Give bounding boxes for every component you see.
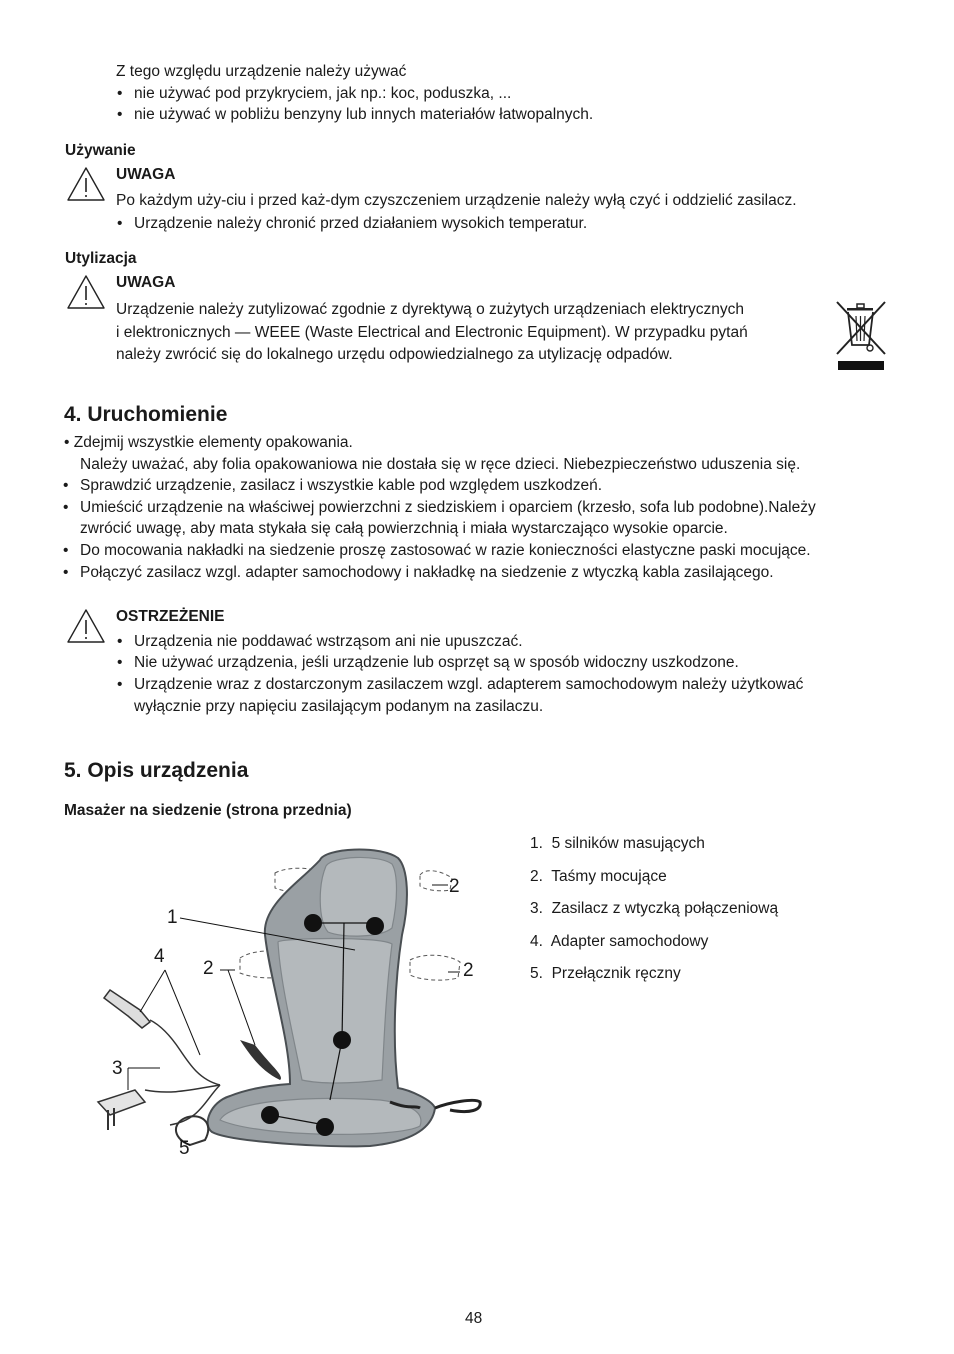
utylizacja-line-2: i elektronicznych — WEEE (Waste Electrical and Electronic Equipment). W przypadku pytań xyxy=(116,324,748,341)
section-4-line-1: • Zdejmij wszystkie elementy opakowania. xyxy=(64,434,353,451)
uwaga-label: UWAGA xyxy=(116,274,176,291)
uzywanie-bullet: • Urządzenie należy chronić przed działaniem wysokich temperatur. xyxy=(134,214,587,234)
callout-4: 4 xyxy=(154,946,165,967)
section-4-bullet-5: • Połączyć zasilacz wzgl. adapter samochodowy i nakładkę na siedzenie z wtyczką kabla zasilającego. xyxy=(80,563,774,583)
list-item: 1. 5 silników masujących xyxy=(530,835,705,852)
section-4-line-1b: Należy uważać, aby folia opakowaniowa nie dostała się w ręce dzieci. Niebezpieczeństwo uduszenia się. xyxy=(80,456,801,473)
page-number: 48 xyxy=(465,1310,483,1327)
crossed-out-wheelie-bin-icon xyxy=(832,298,890,372)
callout-3: 3 xyxy=(112,1058,123,1079)
section-4-bullet-3: • Umieścić urządzenie na właściwej powierzchni z siedziskiem i oparciem (krzesło, sofa lub podobne).Należy xyxy=(80,498,816,518)
section-heading-utylizacja: Utylizacja xyxy=(65,250,137,267)
warning-bullet-1: • Urządzenia nie poddawać wstrząsom ani nie upuszczać. xyxy=(134,632,523,652)
section-4-bullet-3b: zwrócić uwagę, aby mata stykała się całą powierzchnią i miała wystarczająco wysokie oparcie. xyxy=(80,520,728,537)
warning-triangle-icon xyxy=(66,166,106,202)
warning-bullet-3: • Urządzenie wraz z dostarczonym zasilaczem wzgl. adapterem samochodowym należy użytkować xyxy=(134,675,803,695)
uzywanie-text: Po każdym uży-ciu i przed każ-dym czyszczeniem urządzenie należy wyłą czyć i oddzielić zasilacz. xyxy=(116,192,797,209)
warning-label: OSTRZEŻENIE xyxy=(116,608,225,625)
warning-bullet-3b: wyłącznie przy napięciu zasilającym podanym na zasilaczu. xyxy=(134,698,544,715)
callout-1: 1 xyxy=(167,907,178,928)
list-item: 4. Adapter samochodowy xyxy=(530,933,709,950)
section-4-title: 4. Uruchomienie xyxy=(64,403,228,426)
callout-2-left: 2 xyxy=(203,958,214,979)
section-4-bullet-2: • Sprawdzić urządzenie, zasilacz i wszystkie kable pod względem uszkodzeń. xyxy=(80,476,602,496)
section-heading-uzywanie: Używanie xyxy=(65,142,136,159)
callout-5: 5 xyxy=(179,1138,190,1159)
utylizacja-line-1: Urządzenie należy zutylizować zgodnie z dyrektywą o zużytych urządzeniach elektrycznych xyxy=(116,301,745,318)
intro-bullet-2: • nie używać w pobliżu benzyny lub innych materiałów łatwopalnych. xyxy=(134,105,593,125)
callout-2-top: 2 xyxy=(449,876,460,897)
section-5-subtitle: Masażer na siedzenie (strona przednia) xyxy=(64,802,352,819)
warning-triangle-icon xyxy=(66,608,106,644)
warning-triangle-icon xyxy=(66,274,106,310)
section-4-bullet-4: • Do mocowania nakładki na siedzenie proszę zastosować w razie konieczności elastyczne paski mocujące. xyxy=(80,541,811,561)
utylizacja-line-3: należy zwrócić się do lokalnego urzędu odpowiedzialnego za utylizację odpadów. xyxy=(116,346,673,363)
section-5-title: 5. Opis urządzenia xyxy=(64,759,249,782)
list-item: 5. Przełącznik ręczny xyxy=(530,965,681,982)
seat-massager-illustration xyxy=(80,840,500,1170)
uwaga-label: UWAGA xyxy=(116,166,176,183)
list-item: 3. Zasilacz z wtyczką połączeniową xyxy=(530,900,779,917)
intro-lead: Z tego względu urządzenie należy używać xyxy=(116,63,407,80)
callout-2-right: 2 xyxy=(463,960,474,981)
list-item: 2. Taśmy mocujące xyxy=(530,868,667,885)
warning-bullet-2: • Nie używać urządzenia, jeśli urządzenie lub osprzęt są w sposób widoczny uszkodzone. xyxy=(134,653,739,673)
intro-bullet-1: • nie używać pod przykryciem, jak np.: koc, poduszka, ... xyxy=(134,84,511,104)
